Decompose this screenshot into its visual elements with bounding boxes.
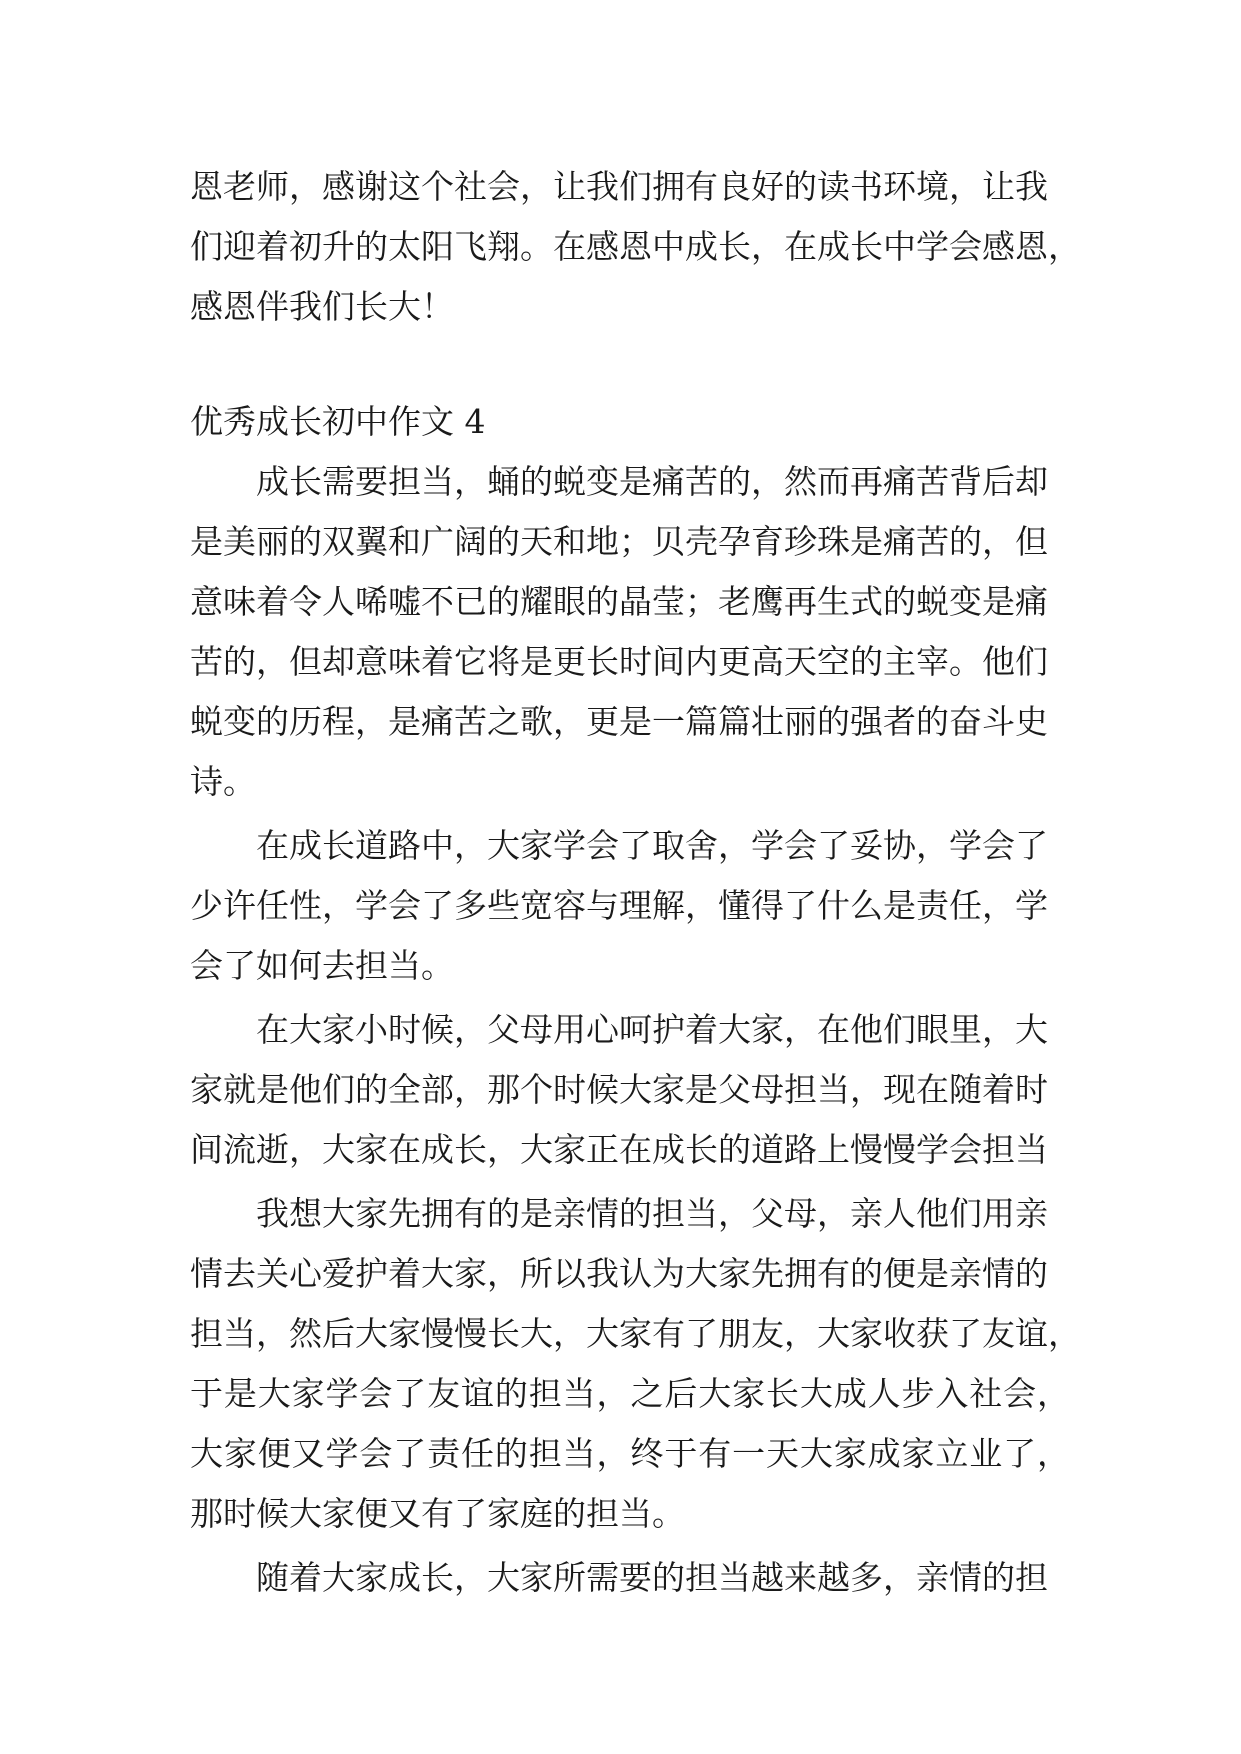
text-line <box>0 277 1241 337</box>
paragraph-1-line-1: 成长需要担当，蛹的蜕变是痛苦的，然而再痛苦背后却 <box>256 462 1048 501</box>
text-line <box>0 1184 1241 1244</box>
paragraph-4-line-6: 那时候大家便又有了家庭的担当。 <box>190 1494 685 1533</box>
paragraph-3-line-2: 家就是他们的全部，那个时候大家是父母担当，现在随着时 <box>190 1070 1048 1109</box>
intro-line-2: 们迎着初升的太阳飞翔。在感恩中成长，在成长中学会感恩， <box>190 227 1081 266</box>
text-line <box>0 1548 1241 1608</box>
paragraph-1-line-3: 意味着令人唏嘘不已的耀眼的晶莹；老鹰再生式的蜕变是痛 <box>190 582 1048 621</box>
text-line <box>0 157 1241 217</box>
text-line <box>0 1000 1241 1060</box>
text-line <box>0 692 1241 752</box>
paragraph-1-line-5: 蜕变的历程，是痛苦之歌，更是一篇篇壮丽的强者的奋斗史 <box>190 702 1048 741</box>
paragraph-1-line-6: 诗。 <box>190 762 256 801</box>
paragraph-4-line-2: 情去关心爱护着大家，所以我认为大家先拥有的便是亲情的 <box>190 1254 1048 1293</box>
paragraph-1-line-2: 是美丽的双翼和广阔的天和地；贝壳孕育珍珠是痛苦的，但 <box>190 522 1048 561</box>
section-title: 优秀成长初中作文 4 <box>190 402 486 441</box>
text-line <box>0 452 1241 512</box>
text-line <box>0 816 1241 876</box>
intro-line-1: 恩老师，感谢这个社会，让我们拥有良好的读书环境，让我 <box>190 167 1048 206</box>
paragraph-2-line-3: 会了如何去担当。 <box>190 946 454 985</box>
paragraph-1-line-4: 苦的，但却意味着它将是更长时间内更高天空的主宰。他们 <box>190 642 1048 681</box>
text-line <box>0 632 1241 692</box>
text-line <box>0 1364 1241 1424</box>
text-line <box>0 936 1241 996</box>
paragraph-4-line-5: 大家便又学会了责任的担当，终于有一天大家成家立业了， <box>190 1434 1070 1473</box>
text-line <box>0 1424 1241 1484</box>
text-line <box>0 752 1241 812</box>
text-line <box>0 512 1241 572</box>
paragraph-2-line-2: 少许任性，学会了多些宽容与理解，懂得了什么是责任，学 <box>190 886 1048 925</box>
paragraph-2-line-1: 在成长道路中，大家学会了取舍，学会了妥协，学会了 <box>256 826 1048 865</box>
text-line <box>0 1120 1241 1180</box>
intro-line-3: 感恩伴我们长大！ <box>190 287 454 326</box>
paragraph-5-line-1: 随着大家成长，大家所需要的担当越来越多，亲情的担 <box>256 1558 1048 1597</box>
text-line <box>0 572 1241 632</box>
paragraph-3-line-1: 在大家小时候，父母用心呵护着大家，在他们眼里，大 <box>256 1010 1048 1049</box>
paragraph-4-line-3: 担当，然后大家慢慢长大，大家有了朋友，大家收获了友谊， <box>190 1314 1081 1353</box>
text-line <box>0 392 1241 452</box>
paragraph-4-line-1: 我想大家先拥有的是亲情的担当，父母，亲人他们用亲 <box>256 1194 1048 1233</box>
paragraph-3-line-3: 间流逝，大家在成长，大家正在成长的道路上慢慢学会担当 <box>190 1130 1048 1169</box>
paragraph-4-line-4: 于是大家学会了友谊的担当，之后大家长大成人步入社会， <box>190 1374 1070 1413</box>
text-line <box>0 1060 1241 1120</box>
text-line <box>0 876 1241 936</box>
text-line <box>0 1484 1241 1544</box>
text-line <box>0 1244 1241 1304</box>
text-line <box>0 1304 1241 1364</box>
text-line <box>0 217 1241 277</box>
